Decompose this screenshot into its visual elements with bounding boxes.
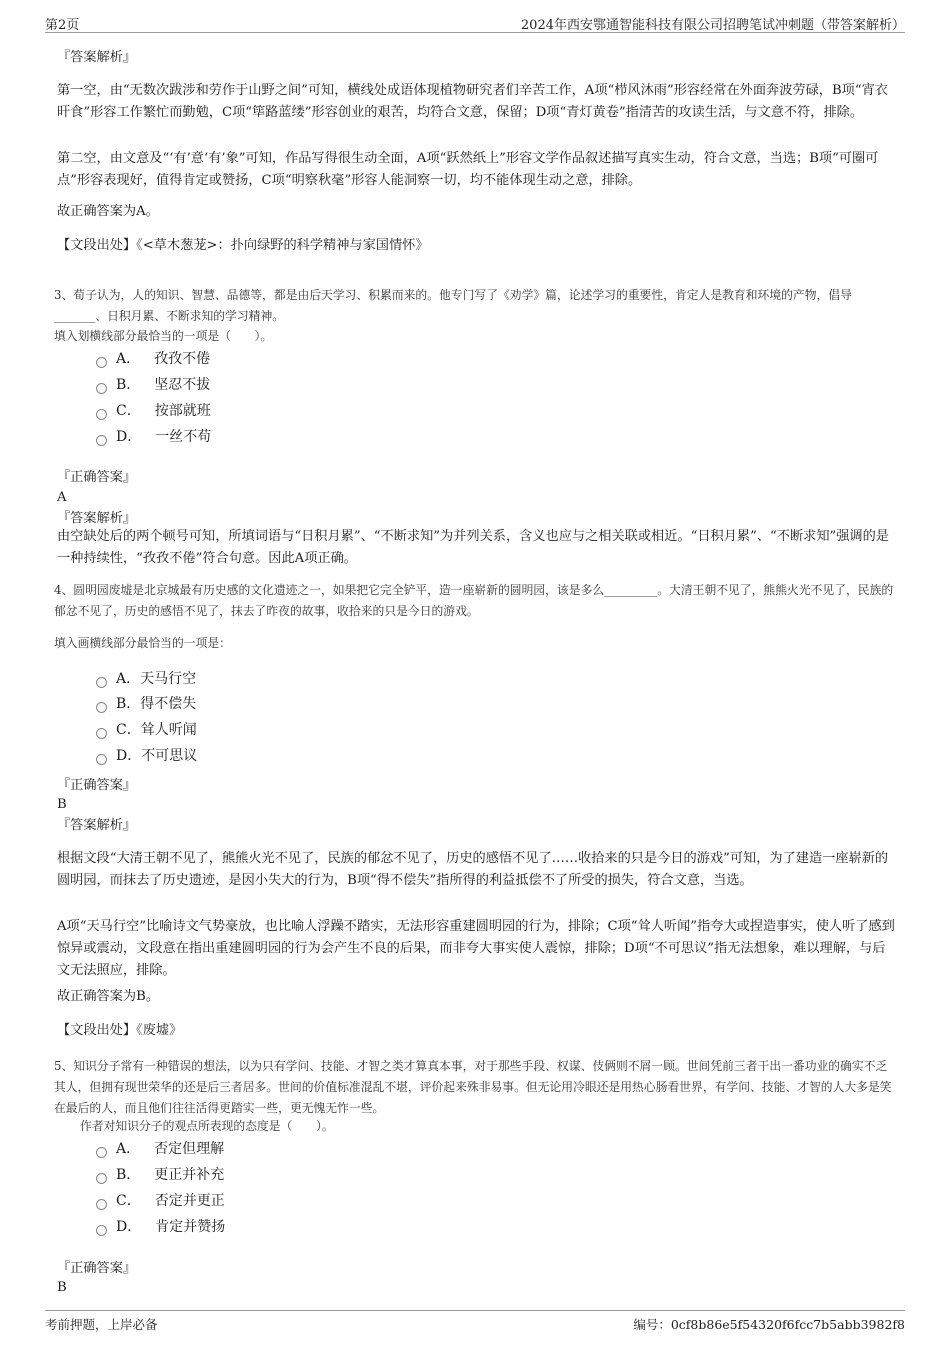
radio-icon[interactable]	[96, 702, 107, 713]
q5-stem: 5、知识分子常有一种错误的想法，以为只有学问、技能、才智之类才算真本事，对于那些手段、权谋、伎俩则不屑一顾。世间凭前三者干出一番功业的确实不乏其人，但拥有现世荣华的还是后三者居多。世间的价值标准混乱不堪，评价起来殊非易事。但无论用冷眼还是用热心肠看世界，有学问、技能、才智的人大多是笑在最后的人，而且他们往往活得更踏实一些，更无愧无怍一些。	[54, 1059, 892, 1115]
page-header	[45, 12, 905, 33]
q4-analysis-para2: A项“天马行空”比喻诗文气势豪放，也比喻人浮躁不踏实，无法形容重建圆明园的行为，排除；C项“耸人听闻”指夸大或捏造事实，使人听了感到惊异或震动，文段意在指出重建圆明园的行为会产生不良的后果，而非夸大事实使人震惊，排除；D项“不可思议”指无法想象，难以理解，与后文无法照应，排除。	[57, 919, 895, 978]
q4-answer: B	[57, 797, 67, 812]
radio-icon[interactable]	[96, 1147, 107, 1158]
radio-icon[interactable]	[96, 754, 107, 765]
q2-source: 【文段出处】《<草木葱茏>：扑向绿野的科学精神与家国情怀》	[57, 238, 429, 253]
q4-option-a[interactable]: A． 天马行空	[96, 667, 196, 691]
radio-icon[interactable]	[96, 1199, 107, 1210]
q4-option-d[interactable]: D． 不可思议	[96, 744, 197, 768]
q3-option-a[interactable]: A． 孜孜不倦	[96, 347, 210, 371]
q3-prompt: 填入划横线部分最恰当的一项是（ ）。	[54, 329, 273, 343]
q3-option-d[interactable]: D． 一丝不苟	[96, 425, 211, 449]
q4-stem: 4、圆明园废墟是北京城最有历史感的文化遗迹之一，如果把它完全铲平，造一座崭新的圆明园，该是多么_________。大清王朝不见了，熊熊火光不见了，民族的郁忿不见了，历史的感悟不见了，抹去了昨夜的故事，收拾来的只是今日的游戏。	[54, 583, 894, 618]
footer-slogan: 考前押题，上岸必备	[45, 1317, 158, 1332]
q3-option-b[interactable]: B． 坚忍不拔	[96, 373, 210, 397]
q4-prompt: 填入画横线部分最恰当的一项是：	[54, 636, 231, 650]
q5-option-d[interactable]: D． 肯定并赞扬	[96, 1215, 225, 1239]
radio-icon[interactable]	[96, 435, 107, 446]
q2-conclusion: 故正确答案为A。	[57, 204, 159, 219]
q2-analysis-label: 『答案解析』	[57, 50, 137, 65]
q3-answer: A	[57, 490, 67, 505]
q3-stem: 3、荀子认为，人的知识、智慧、品德等，都是由后天学习、积累而来的。他专门写了《劝学》篇，论述学习的重要性，肯定人是教育和环境的产物，倡导_______、日积月累、不断求知的学习精神。	[54, 288, 852, 323]
page-number: 第2页	[45, 18, 80, 33]
q4-analysis-para1: 根据文段“大清王朝不见了，熊熊火光不见了，民族的郁忿不见了，历史的感悟不见了……收拾来的只是今日的游戏”可知，为了建造一座崭新的圆明园，而抹去了历史遗迹，是因小失大的行为，B项“得不偿失”指所得的利益抵偿不了所受的损失，符合文意，当选。	[57, 851, 889, 888]
q5-option-a[interactable]: A． 否定但理解	[96, 1137, 224, 1161]
q5-option-b[interactable]: B． 更正并补充	[96, 1163, 224, 1187]
radio-icon[interactable]	[96, 383, 107, 394]
q4-answer-label: 『正确答案』	[57, 778, 137, 793]
radio-icon[interactable]	[96, 1225, 107, 1236]
page-footer	[45, 1310, 905, 1335]
q4-source: 【文段出处】《废墟》	[57, 1023, 183, 1038]
q4-analysis-label: 『答案解析』	[57, 818, 137, 833]
q5-option-c[interactable]: C． 否定并更正	[96, 1189, 225, 1213]
q3-option-c[interactable]: C． 按部就班	[96, 399, 211, 423]
q3-analysis-label: 『答案解析』	[57, 511, 137, 526]
q5-prompt: 作者对知识分子的观点所表现的态度是（ ）。	[80, 1119, 334, 1133]
q3-analysis: 由空缺处后的两个顿号可知，所填词语与“日积月累”、“不断求知”为并列关系，含义也应与之相关联或相近。“日积月累”、“不断求知”强调的是一种持续性，“孜孜不倦”符合句意。因此A项正确。	[57, 529, 889, 566]
q5-answer-label: 『正确答案』	[57, 1261, 137, 1276]
q5-answer: B	[57, 1280, 67, 1295]
q2-analysis-para1: 第一空，由“无数次跋涉和劳作于山野之间”可知，横线处成语体现植物研究者们辛苦工作，A项“栉风沐雨”形容经常在外面奔波劳碌，B项“宵衣旰食”形容工作繁忙而勤勉，C项“筚路蓝缕”形容创业的艰苦，均符合文意，保留；D项“青灯黄卷”指清苦的攻读生活，与文意不符，排除。	[57, 83, 888, 120]
radio-icon[interactable]	[96, 728, 107, 739]
q3-answer-label: 『正确答案』	[57, 470, 137, 485]
footer-code: 编号：0cf8b86e5f54320f6fcc7b5abb3982f8	[633, 1317, 905, 1332]
radio-icon[interactable]	[96, 357, 107, 368]
radio-icon[interactable]	[96, 409, 107, 420]
q4-option-c[interactable]: C． 耸人听闻	[96, 718, 197, 742]
q2-analysis-para2: 第二空，由文意及“‘有’意‘有’象”可知，作品写得很生动全面，A项“跃然纸上”形容文学作品叙述描写真实生动，符合文意，当选；B项“可圈可点”形容表现好，值得肯定或赞扬，C项“明察秋毫”形容人能洞察一切，均不能体现生动之意，排除。	[57, 151, 879, 188]
document-title: 2024年西安鄂通智能科技有限公司招聘笔试冲刺题（带答案解析）	[520, 18, 905, 33]
q4-option-b[interactable]: B． 得不偿失	[96, 692, 196, 716]
radio-icon[interactable]	[96, 677, 107, 688]
q4-conclusion: 故正确答案为B。	[57, 989, 160, 1004]
radio-icon[interactable]	[96, 1173, 107, 1184]
